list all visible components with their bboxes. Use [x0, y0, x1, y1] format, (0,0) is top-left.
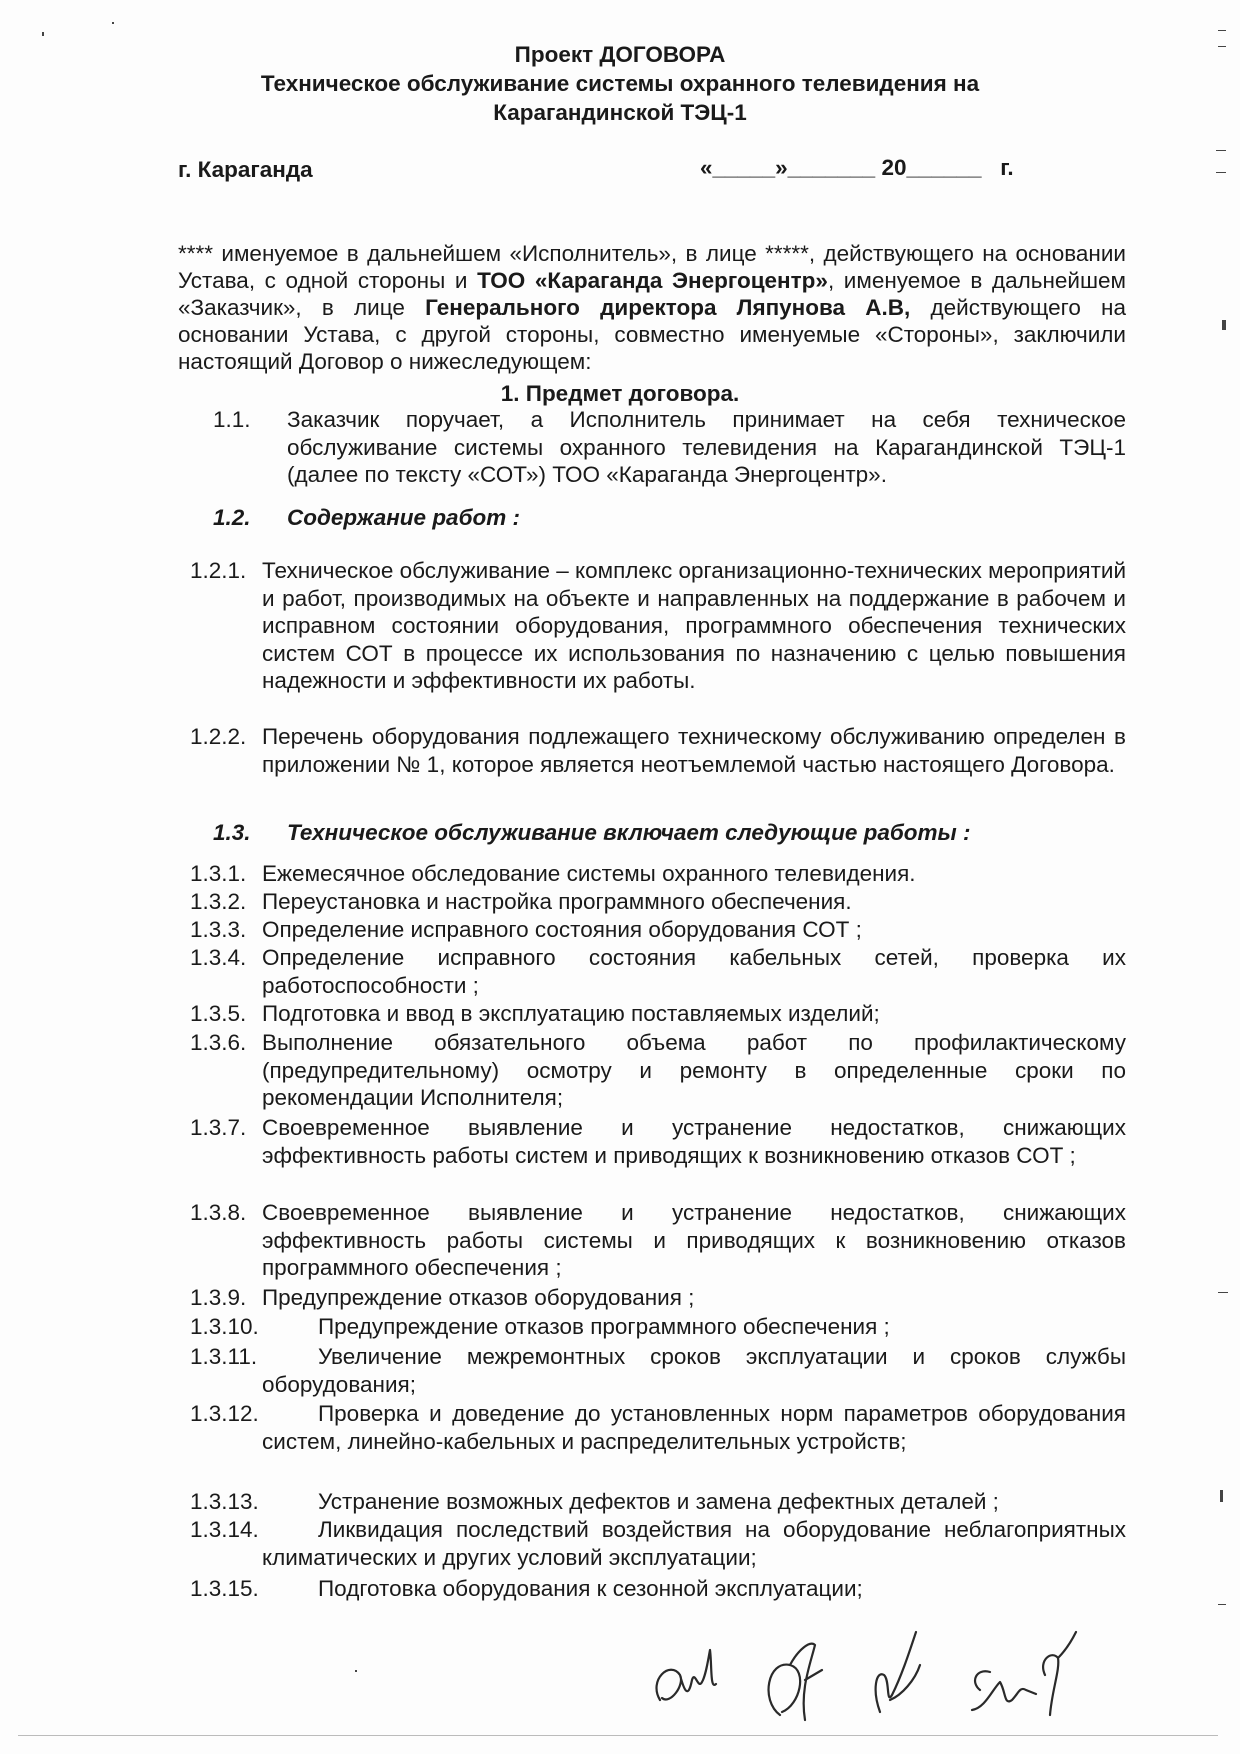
work-text: Определение исправного состояния оборудования СОТ ; — [262, 917, 862, 942]
clause-number: 1.2.1. — [190, 558, 247, 583]
scan-speck — [355, 1670, 357, 1672]
date-field: «_____»_______ 20______ г. — [700, 155, 1014, 180]
signature-4 — [972, 1632, 1076, 1715]
subsection-1-3-heading — [213, 820, 971, 846]
work-number: 1.3.15. — [190, 1576, 259, 1601]
clause-text: Перечень оборудования подлежащего техническому обслуживанию определен в приложении № 1, которое является неотъемлемой частью настоящего Договора. — [262, 724, 1126, 777]
scan-speck — [1218, 46, 1226, 47]
work-number: 1.3.6. — [190, 1030, 247, 1055]
work-number: 1.3.14. — [190, 1517, 259, 1542]
subsection-title: Содержание работ : — [287, 505, 520, 530]
scan-speck — [1222, 320, 1226, 330]
city-label: г. Караганда — [178, 157, 313, 182]
work-text: Своевременное выявление и устранение недостатков, снижающих эффективность работы системы и приводящих к возникновению отказов программного обеспечения ; — [262, 1200, 1126, 1280]
work-number: 1.3.7. — [190, 1115, 247, 1140]
subsection-number: 1.3. — [213, 820, 251, 845]
section-1-heading: 1. Предмет договора. — [500, 381, 740, 406]
signature-3 — [876, 1632, 920, 1712]
subsection-number: 1.2. — [213, 505, 251, 530]
document-subtitle-line2: Карагандинской ТЭЦ-1 — [493, 100, 747, 125]
director-name: Генерального директора Ляпунова А.В, — [425, 295, 911, 320]
signature-2 — [769, 1644, 822, 1720]
scan-speck — [1218, 1292, 1228, 1293]
work-text: Ежемесячное обследование системы охранного телевидения. — [262, 861, 916, 886]
clause-number: 1.2.2. — [190, 724, 247, 749]
clause-text: Заказчик поручает, а Исполнитель принимает на себя техническое обслуживание системы охранного телевидения на Карагандинской ТЭЦ-1 (далее по тексту «СОТ») ТОО «Караганда Энергоцентр». — [287, 407, 1126, 487]
work-text: Предупреждение отказов программного обеспечения ; — [318, 1314, 890, 1339]
work-number: 1.3.9. — [190, 1285, 247, 1310]
scan-speck — [1218, 1604, 1226, 1605]
work-number: 1.3.12. — [190, 1401, 259, 1426]
scan-speck — [1218, 30, 1226, 31]
preamble-paragraph — [178, 240, 1126, 375]
work-text: Предупреждение отказов оборудования ; — [262, 1285, 695, 1310]
work-text: Переустановка и настройка программного обеспечения. — [262, 889, 852, 914]
work-text: Подготовка оборудования к сезонной эксплуатации; — [318, 1576, 863, 1601]
scan-speck — [112, 22, 114, 24]
work-number: 1.3.2. — [190, 889, 247, 914]
subsection-title: Техническое обслуживание включает следующие работы : — [287, 820, 971, 845]
preamble-text-2: , именуемое в дальнейшем «Заказчик», в лице — [178, 268, 1126, 320]
work-number: 1.3.3. — [190, 917, 247, 942]
signature-1 — [657, 1650, 716, 1700]
subsection-1-2-heading — [213, 505, 520, 531]
work-number: 1.3.4. — [190, 945, 247, 970]
preamble-text-1: **** именуемое в дальнейшем «Исполнитель», в лице *****, действующего на основании Устава, с одной стороны и — [178, 241, 1126, 293]
scan-speck — [1216, 150, 1226, 151]
work-text: Проверка и доведение до установленных норм параметров оборудования систем, линейно-кабельных и распределительных устройств; — [262, 1401, 1126, 1454]
handwritten-signatures — [640, 1620, 1120, 1740]
scan-speck — [42, 32, 44, 36]
bottom-scan-line — [18, 1735, 1218, 1736]
work-number: 1.3.5. — [190, 1001, 247, 1026]
work-item — [190, 888, 1126, 916]
work-item — [190, 916, 1126, 944]
clause-number: 1.1. — [213, 407, 251, 432]
work-number: 1.3.8. — [190, 1200, 247, 1225]
scan-speck — [1220, 1490, 1223, 1502]
customer-company-name: ТОО «Караганда Энергоцентр» — [477, 268, 828, 293]
work-text: Ликвидация последствий воздействия на оборудование неблагоприятных климатических и других условий эксплуатации; — [262, 1517, 1126, 1570]
work-item — [190, 860, 1126, 888]
work-number: 1.3.11. — [190, 1344, 258, 1369]
work-number: 1.3.10. — [190, 1314, 259, 1339]
preamble-text-3: действующего на основании Устава, с другой стороны, совместно именуемые «Стороны», заключили настоящий Договор о нижеследующем: — [178, 295, 1126, 374]
work-text: Определение исправного состояния кабельных сетей, проверка их работоспособности ; — [262, 945, 1126, 998]
scan-speck — [1216, 172, 1226, 173]
document-subtitle-line1: Техническое обслуживание системы охранного телевидения на — [260, 71, 980, 96]
work-text: Увеличение межремонтных сроков эксплуатации и сроков службы оборудования; — [262, 1344, 1126, 1397]
work-text: Устранение возможных дефектов и замена дефектных деталей ; — [318, 1489, 999, 1514]
document-title: Проект ДОГОВОРА — [514, 42, 726, 67]
work-text: Подготовка и ввод в эксплуатацию поставляемых изделий; — [262, 1001, 880, 1026]
work-number: 1.3.13. — [190, 1489, 259, 1514]
work-text: Выполнение обязательного объема работ по профилактическому (предупредительному) осмотру и ремонту в определенные сроки по рекомендации Исполнителя; — [262, 1030, 1126, 1110]
work-number: 1.3.1. — [190, 861, 247, 886]
clause-text: Техническое обслуживание – комплекс организационно-технических мероприятий и работ, производимых на объекте и направленных на поддержание в рабочем и исправном состоянии оборудования, программного обеспечения технических систем СОТ в процессе их использования по назначению с целью повышения надежности и эффективности их работы. — [262, 558, 1127, 693]
work-text: Своевременное выявление и устранение недостатков, снижающих эффективность работы систем и приводящих к возникновению отказов СОТ ; — [262, 1115, 1126, 1168]
